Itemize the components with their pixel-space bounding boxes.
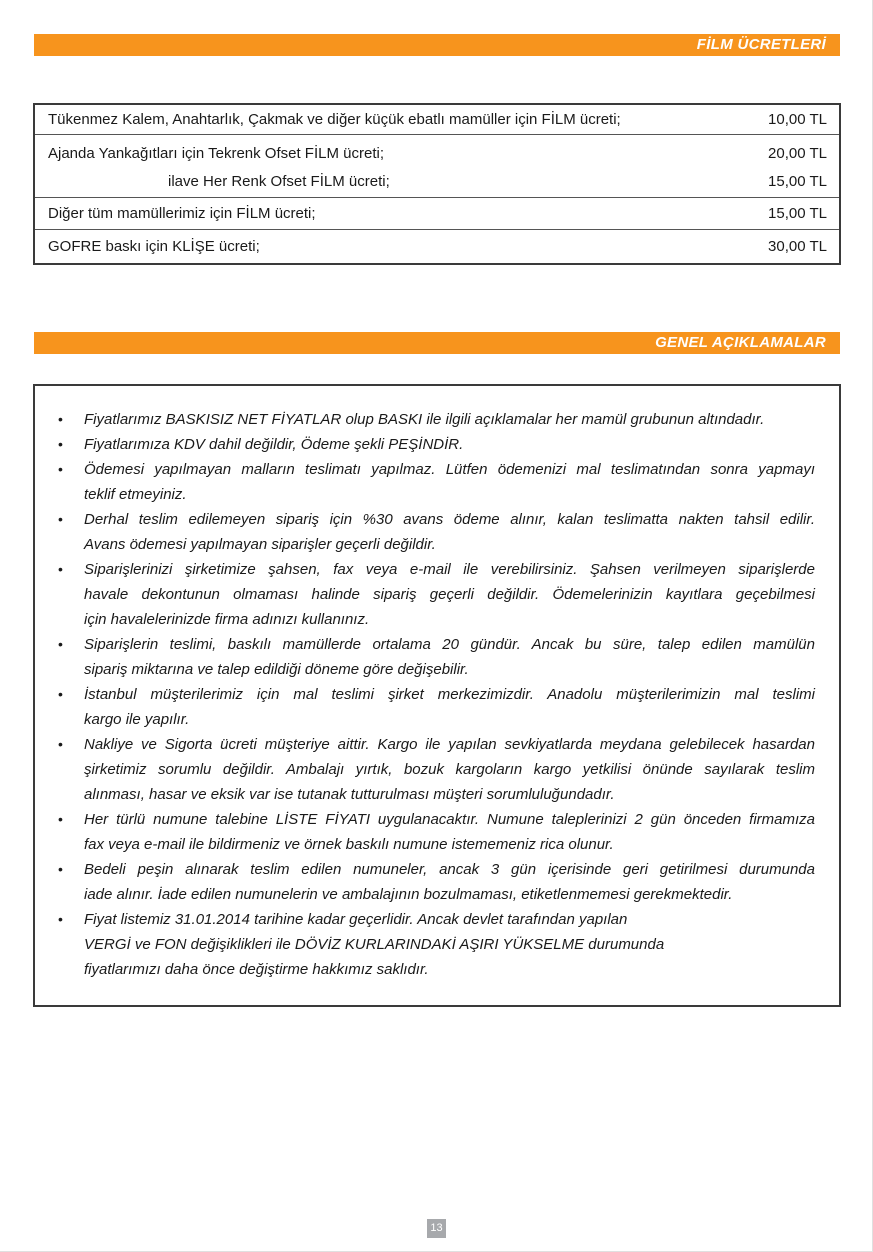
note-line: sipariş miktarına ve talep edildiği döneme göre değişebilir. (84, 661, 469, 678)
note-line: havale dekontunun olmaması halinde sipariş geçerli değildir. Ödemelerinizin kayıtlara geçebilmesi (84, 586, 815, 603)
note-item (35, 507, 839, 557)
film-price-table (33, 103, 841, 265)
note-line: iade alınır. İade edilen numunelerin ve ambalajının bozulmaması, etiketlenmemesi gerekmektedir. (84, 886, 733, 903)
bullet-icon: • (58, 461, 63, 477)
note-line: fax veya e-mail ile bildirmeniz ve örnek baskılı numune istememeniz rica olunur. (84, 836, 614, 853)
note-item (35, 407, 839, 432)
note-line: Derhal teslim edilemeyen sipariş için %30 avans ödeme alınır, kalan teslimatta nakten tahsil edilir. (84, 511, 815, 528)
section-header-genel-aciklamalar: GENEL AÇIKLAMALAR (34, 332, 840, 354)
note-line: Fiyat listemiz 31.01.2014 tarihine kadar geçerlidir. Ancak devlet tarafından yapılan (84, 911, 628, 928)
note-line: VERGİ ve FON değişiklikleri ile DÖVİZ KURLARINDAKİ AŞIRI YÜKSELME durumunda (84, 936, 665, 953)
note-line: fiyatlarımızı daha önce değiştirme hakkımız saklıdır. (84, 961, 429, 978)
bullet-icon: • (58, 636, 63, 652)
bullet-icon: • (58, 436, 63, 452)
bullet-icon: • (58, 686, 63, 702)
note-line: Siparişlerinizi şirketimize şahsen, fax veya e-mail ile verebilirsiniz. Şahsen verilmeyen siparişlerde (84, 561, 815, 578)
note-line: Nakliye ve Sigorta ücreti müşteriye aittir. Kargo ile yapılan sevkiyatlarda meydana gelebilecek hasardan (84, 736, 815, 753)
note-line: Avans ödemesi yapılmayan siparişler geçerli değildir. (84, 536, 436, 553)
price-label: Diğer tüm mamüllerimiz için FİLM ücreti; (48, 205, 316, 222)
note-item (35, 907, 839, 982)
note-line: İstanbul müşterilerimiz için mal teslimi şirket merkezimizdir. Anadolu müşterilerimizin mal teslimi (84, 686, 815, 703)
price-amount: 10,00 TL (768, 111, 827, 128)
price-label: ilave Her Renk Ofset FİLM ücreti; (168, 173, 390, 190)
section-header-film-ucretleri: FİLM ÜCRETLERİ (34, 34, 840, 56)
general-notes-box (33, 384, 841, 1007)
price-amount: 15,00 TL (768, 173, 827, 190)
note-item (35, 457, 839, 507)
note-item (35, 632, 839, 682)
note-item (35, 432, 839, 457)
bullet-icon: • (58, 561, 63, 577)
note-item (35, 682, 839, 732)
bullet-icon: • (58, 911, 63, 927)
note-line: Bedeli peşin alınarak teslim edilen numuneler, ancak 3 gün içerisinde geri getirilmesi durumunda (84, 861, 815, 878)
note-line: Ödemesi yapılmayan malların teslimatı yapılmaz. Lütfen ödemenizi mal teslimatından sonra yapmayı (84, 461, 815, 478)
price-label: GOFRE baskı için KLİŞE ücreti; (48, 238, 260, 255)
note-item (35, 857, 839, 907)
price-amount: 20,00 TL (768, 145, 827, 162)
price-amount: 30,00 TL (768, 238, 827, 255)
note-line: teklif etmeyiniz. (84, 486, 187, 503)
bullet-icon: • (58, 411, 63, 427)
notes-list (35, 407, 839, 982)
bullet-icon: • (58, 736, 63, 752)
bullet-icon: • (58, 861, 63, 877)
note-item (35, 557, 839, 632)
bullet-icon: • (58, 811, 63, 827)
price-label: Ajanda Yankağıtları için Tekrenk Ofset FİLM ücreti; (48, 145, 384, 162)
note-line: Fiyatlarımız BASKISIZ NET FİYATLAR olup BASKI ile ilgili açıklamalar her mamül grubunun altındadır. (84, 411, 765, 428)
row-divider (35, 197, 839, 198)
bullet-icon: • (58, 511, 63, 527)
price-amount: 15,00 TL (768, 205, 827, 222)
note-line: şirketimiz sorumlu değildir. Ambalajı yırtık, bozuk kargoların kargo yetkilisi önünde sayılarak teslim (84, 761, 815, 778)
note-item (35, 732, 839, 807)
row-divider (35, 229, 839, 230)
note-item (35, 807, 839, 857)
page-number-badge: 13 (427, 1219, 446, 1238)
note-line: alınması, hasar ve eksik var ise tutanak tutturulması müşteri sorumluluğundadır. (84, 786, 615, 803)
note-line: kargo ile yapılır. (84, 711, 190, 728)
note-line: Siparişlerin teslimi, baskılı mamüllerde ortalama 20 gündür. Ancak bu süre, talep edilen mamülün (84, 636, 815, 653)
price-label: Tükenmez Kalem, Anahtarlık, Çakmak ve diğer küçük ebatlı mamüller için FİLM ücreti; (48, 111, 621, 128)
note-line: için havalelerinizde firma adınızı kullanınız. (84, 611, 370, 628)
row-divider (35, 134, 839, 135)
note-line: Fiyatlarımıza KDV dahil değildir, Ödeme şekli PEŞİNDİR. (84, 436, 464, 453)
note-line: Her türlü numune talebine LİSTE FİYATI uygulanacaktır. Numune taleplerinizi 2 gün önceden firmamıza (84, 811, 815, 828)
